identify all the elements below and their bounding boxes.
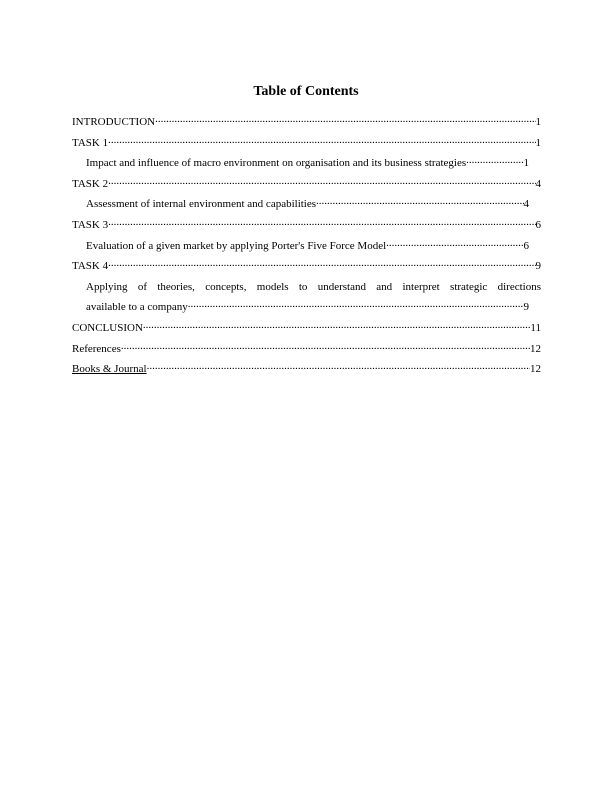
toc-dot-leader [108,216,535,228]
toc-dot-leader [316,195,523,207]
toc-entry-task-4[interactable] [72,256,541,277]
toc-dot-leader [108,257,535,269]
toc-entry-label: Evaluation of a given market by applying Porter's Five Force Model [86,239,387,252]
toc-title: Table of Contents [253,84,359,99]
toc-entry-label: TASK 3 [72,218,109,231]
toc-entry-page: 9 [523,301,529,314]
toc-entry-page: 12 [530,363,541,376]
toc-dot-leader [386,237,523,249]
toc-entry-task-1[interactable] [72,133,541,154]
toc-entry-strategic-directions-line-1[interactable] [72,277,541,298]
toc-entry-page: 4 [535,177,541,190]
toc-dot-leader [466,154,523,166]
toc-dot-leader [143,319,531,331]
toc-dot-leader [155,113,535,125]
toc-entry-page: 6 [523,239,529,252]
toc-entry-label: References [72,342,121,355]
toc-entry-label: Assessment of internal environment and capabilities [86,198,317,211]
toc-entry-page: 4 [523,198,529,211]
toc-entry-label: Applying of theories, concepts, models to understand and interpret strategic directions [86,280,541,293]
toc-entry-page: 1 [535,116,541,128]
toc-dot-leader [147,360,530,372]
toc-entry-internal-environment[interactable] [72,194,541,215]
toc-dot-leader [108,175,535,187]
toc-entry-label: CONCLUSION [72,321,143,334]
toc-dot-leader [121,340,530,352]
toc-entry-page: 12 [530,342,541,355]
toc-entry-page: 6 [535,218,541,231]
toc-entry-page: 1 [535,136,541,149]
toc-entry-page: 1 [523,157,529,170]
toc-entry-label: TASK 1 [72,136,109,149]
toc-entry-references[interactable] [72,339,541,360]
toc-dot-leader [108,134,535,146]
toc-entry-introduction[interactable] [72,112,541,133]
toc-entry-label: TASK 4 [72,260,109,273]
toc-entry-label: Impact and influence of macro environment on organisation and its business strategies [86,157,467,170]
toc-entry-porters-five-force[interactable] [72,236,541,257]
toc-entry-page: 11 [530,321,541,334]
toc-entry-label: available to a company [86,301,188,314]
toc-entry-page: 9 [535,260,541,273]
toc-entry-label: Books & Journal [72,363,147,376]
toc-entry-conclusion[interactable] [72,318,541,339]
toc-entry-label: TASK 2 [72,177,109,190]
toc-entry-task-2[interactable] [72,174,541,195]
toc-entry-label: INTRODUCTION [72,116,156,128]
toc-entry-books-journal[interactable] [72,359,541,380]
table-of-contents [72,112,541,380]
toc-entry-strategic-directions-line-2[interactable] [72,297,541,318]
toc-dot-leader [188,298,524,310]
toc-entry-task-3[interactable] [72,215,541,236]
toc-entry-macro-environment[interactable] [72,153,541,174]
